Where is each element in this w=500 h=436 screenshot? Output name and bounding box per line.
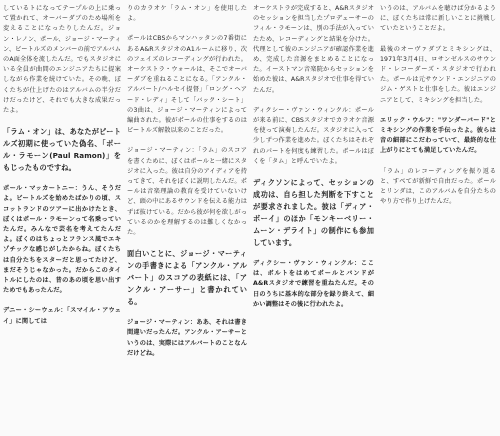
text-column-3 (253, 4, 374, 434)
text-column-2 (127, 4, 247, 434)
paragraph-speaker: ポール・マッカートニー：うん、そうだよ。ビートルズを始めたばかりの頃、スコットランドのツアーに出かけたとき、ぼくはポール・ラモーンって名乗っていたんだ。みんなで芸名を考えてたんだよ。ぼくのはちょっとフランス風でエキゾチックな感じがしたからね。ぼくたちは自分たちをスターだと思ってたけど、まだそうじゃなかった。だからこのタイトルにしたのは、昔のあの頃を思い出すためでもあったんだ。 (3, 185, 121, 295)
paragraph: 「ラム」のレコーディングを振り返ると、すべてが新鮮で自由だった。ポールとリンダは、このアルバムを自分たちのやり方で作り上げたんだ。 (380, 167, 496, 206)
paragraph: しているトになってテープルの上に乗って置かれて、オーバーダブのため場所を変えることになったりしたんだ。ジョン・レノン、ポール、ジョージ・マーティン、ビートルズのメンバーの前でアルバムのA面全体を流したんだ。でもスタジオにいる全員が曲間のエンジニアたちに提案しながら作業を続けていた。その晩、ぼくたちが仕上げたのはアルバムの半分だけだったけど、それでも大きな成果だったよ。 (3, 5, 121, 115)
paragraph: オーケストラが完成すると、A&Rスタジオのセッションを担当したプロデューサーのフィル・ラモーンは、別の手法が入っていたため、レコーディングと結果を分けた。代理として彼のエンジニアが確認作業を進め、完成した音源をまとめることになった。イーストマン音楽院からセッションを始めた彼は、A&Rスタジオで仕事を得ていたんだ。 (253, 5, 374, 94)
text-column-4 (380, 4, 496, 434)
paragraph: ポールはCBSからマンハッタンの7番街にあるA&RスタジオのA1ルームに移り、次のフェイズのレコーディングが行われた。オーケストラ・ウォールは、そこでオーバーダブを重ねることになる。「アンクル・アルバート/ハルセイ提督」「ロング・ヘアード・レディ」そして「バック・シート」の3曲は、ジョージ・マーティンによって編曲された。彼がポールの仕事をするのはビートルズ解散以来のことだった。 (127, 35, 247, 135)
paragraph-speaker: ジョージ・マーティン：ああ、それは書き間違いだったんだ。アンクル・アーサーというのは、実際にはアルバートのことなんだけどね。 (127, 319, 247, 357)
paragraph-speaker: デニー・シーウェル：「スマイル・アウェイ」に関しては (3, 307, 121, 325)
paragraph: ディクシー・ヴァン・ウィンクル：ポールが来る前に、CBSスタジオでカラオケ音源を使って演奏したんだ。スタジオに入って少しずつ作業を進めた。ぼくたちはそれぞれのパートを何度も練習した。ポールはぼくを「タム」と呼んでいたよ。 (253, 106, 374, 165)
paragraph: 最後のオーヴァダブとミキシングは、1971年3月4日、ロサンゼルスのサウンド・レコーダーズ・スタジオで行われた。ポールは元サウンド・エンジニアのジム・ゲストと仕事をした。彼はエンジニアとして、ミキシングを担当した。 (380, 45, 496, 104)
paragraph-bold: ディクソンによって、セッションの成功は、自ら担した判断を下すことが要求されました。彼は「ディア・ボーイ」のほか「モンキーベリー・ムーン・デライト」の制作にも参加しています。 (253, 178, 374, 248)
paragraph-speaker: エリック・ウルフ："ワンダーバード"とミキシングの作業を手伝ったよ。彼らは音の細部にこだわっていて、最終的な仕上がりにとても満足していたんだ。 (380, 116, 496, 155)
paragraph: りのカラオケ「ラム・オン」を使用したよ。 (127, 5, 247, 23)
paragraph: ジョージ・マーティン：「ラム」のスコアを書くために、ぼくはポールと一緒にスタジオに入った。彼は自分のアイディアを持ってきて、それをぼくに説明したんだ。ポールは音楽理論の教育を受けていないけど、頭の中にあるサウンドを伝える能力はずば抜けている。だから彼が何を欲しがっているのかを理解するのは難しくなかった。 (127, 147, 247, 237)
paragraph-bold: 「ラム・オン」は、あなたがビートルズ初期に使っていた偽名、「ポール・ラモーン(Paul Ramon)」をもじったものですね。 (3, 127, 121, 173)
paragraph-speaker: ディクシー・ヴァン・ウィンクル：ここは、ボルトをはめてポールとバンドがA&Rスタジオで練習を重ねたんだ。その日のうちに基本的な部分を録り終えて、細かい調整はその後に行われたよ。 (253, 260, 374, 308)
paragraph: いうのは、アルバムを聴けば分かるように、ぼくたちは常に新しいことに挑戦していたということだよ。 (380, 5, 496, 33)
text-column-1 (3, 4, 121, 434)
paragraph-bold: 面白いことに、ジョージ・マーティンの手書きによる「アンクル・アルバート」のスコアの表紙には、「アンクル・アーサー」と書かれている。 (127, 249, 247, 307)
